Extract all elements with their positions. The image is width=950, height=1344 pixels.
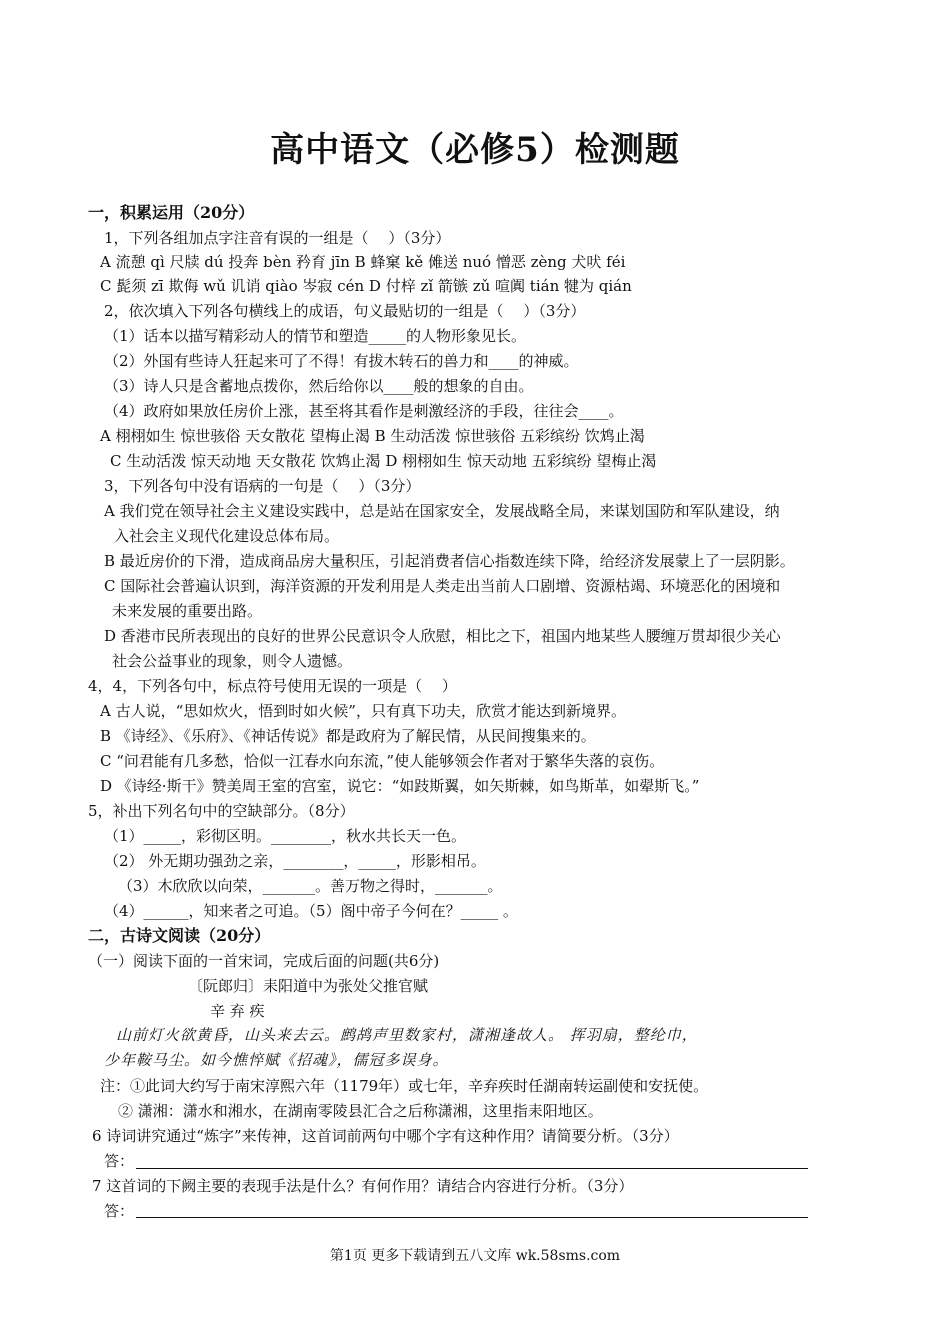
q1-options-cd: C 髭须 zī 欺侮 wǔ 讥诮 qiào 岑寂 cén D 付梓 zǐ 箭镞 zǔ 喧阗 tián 犍为 qián <box>100 277 632 295</box>
poem-note-2: ② 潇湘：潇水和湘水，在湖南零陵县汇合之后称潇湘，这里指耒阳地区。 <box>118 1102 603 1120</box>
q7-stem: 7 这首词的下阙主要的表现手法是什么？有何作用？请结合内容进行分析。（3分） <box>92 1177 634 1195</box>
page-title: 高中语文（必修5）检测题 <box>270 130 680 170</box>
q3-option-c: C 国际社会普遍认识到，海洋资源的开发利用是人类走出当前人口剧增、资源枯竭、环境恶化的困境和 <box>104 577 781 595</box>
q6-stem: 6 诗词讲究通过“炼字”来传神，这首词前两句中哪个字有这种作用？请简要分析。（3分） <box>92 1127 679 1145</box>
q5-item-4: （4）______，知来者之可追。（5）阁中帝子今何在？_____ 。 <box>104 902 518 920</box>
poem-author: 辛 弃 疾 <box>210 1002 265 1020</box>
q4-stem: 4，4，下列各句中，标点符号使用无误的一项是（ ） <box>88 677 457 695</box>
q2-options-ab: A 栩栩如生 惊世骇俗 天女散花 望梅止渴 B 生动活泼 惊世骇俗 五彩缤纷 饮鸩止渴 <box>100 427 645 445</box>
page-footer: 第1页 更多下载请到五八文库 wk.58sms.com <box>329 1248 621 1264</box>
q3-option-a: A 我们党在领导社会主义建设实践中，总是站在国家安全，发展战略全局，来谋划国防和军队建设，纳 <box>104 502 780 520</box>
q4-option-d: D 《诗经·斯干》赞美周王室的宫室，说它：“如跂斯翼，如矢斯棘，如鸟斯革，如翚斯飞。” <box>100 777 700 795</box>
q3-option-a-cont: 入社会主义现代化建设总体布局。 <box>114 527 340 545</box>
q2-sentence-1: （1）话本以描写精彩动人的情节和塑造_____的人物形象见长。 <box>104 327 527 345</box>
q5-stem: 5，补出下列名句中的空缺部分。（8分） <box>88 802 355 820</box>
q4-option-a: A 古人说，“思如炊火，悟到时如火候”，只有真下功夫，欣赏才能达到新境界。 <box>100 702 626 720</box>
section2-part1-intro: （一）阅读下面的一首宋词，完成后面的问题(共6分) <box>88 952 440 970</box>
q1-stem: 1，下列各组加点字注音有误的一组是（ ）（3分） <box>104 229 451 247</box>
q2-sentence-3: （3）诗人只是含蓄地点拨你，然后给你以____般的想象的自由。 <box>104 377 534 395</box>
q2-sentence-2: （2）外国有些诗人狂起来可了不得！有拔木转石的兽力和____的神威。 <box>104 352 579 370</box>
section2-heading: 二，古诗文阅读（20分） <box>88 926 271 945</box>
poem-line-2: 少年鞍马尘。如今憔悴赋《招魂》，儒冠多误身。 <box>104 1051 449 1069</box>
q5-item-2: （2） 外无期功强劲之亲，________，_____，形影相吊。 <box>104 852 486 870</box>
poem-title: 〔阮郎归〕耒阳道中为张处父推官赋 <box>188 977 429 995</box>
q2-options-cd: C 生动活泼 惊天动地 天女散花 饮鸩止渴 D 栩栩如生 惊天动地 五彩缤纷 望梅止渴 <box>110 452 657 470</box>
q4-option-c: C “问君能有几多愁，恰似一江春水向东流，”使人能够领会作者对于繁华失落的哀伤。 <box>100 752 665 770</box>
q4-option-b: B 《诗经》、《乐府》、《神话传说》都是政府为了解民情，从民间搜集来的。 <box>100 727 596 745</box>
poem-line-1: 山前灯火欲黄昏，山头来去云。鹧鸪声里数家村，潇湘逢故人。 挥羽扇，整纶巾， <box>116 1026 698 1044</box>
q7-answer-label: 答： <box>104 1202 135 1220</box>
q3-option-d: D 香港市民所表现出的良好的世界公民意识令人欣慰，相比之下，祖国内地某些人腰缠万贯却很少关心 <box>104 627 781 645</box>
q3-stem: 3，下列各句中没有语病的一句是（ ）（3分） <box>104 477 421 495</box>
q2-stem: 2，依次填入下列各句横线上的成语，句义最贴切的一组是（ ）（3分） <box>104 302 586 320</box>
q7-answer-line[interactable] <box>136 1217 808 1218</box>
q1-options-ab: A 流憩 qì 尺牍 dú 投奔 bèn 矜育 jīn B 蜂窠 kě 傩送 nuó 憎恶 zèng 犬吠 féi <box>100 253 626 271</box>
q5-item-1: （1）_____，彩彻区明。________，秋水共长天一色。 <box>104 827 467 845</box>
q3-option-b: B 最近房价的下滑，造成商品房大量积压，引起消费者信心指数连续下降，给经济发展蒙上了一层阴影。 <box>104 552 795 570</box>
section1-heading: 一，积累运用（20分） <box>88 203 255 222</box>
poem-note-1: 注：①此词大约写于南宋淳熙六年（1179年）或七年，辛弃疾时任湖南转运副使和安抚使。 <box>100 1077 709 1095</box>
q3-option-c-cont: 未来发展的重要出路。 <box>112 602 263 620</box>
q3-option-d-cont: 社会公益事业的现象，则令人遗憾。 <box>112 652 353 670</box>
q5-item-3: （3）木欣欣以向荣，_______。善万物之得时，_______。 <box>118 877 503 895</box>
q6-answer-label: 答： <box>104 1152 135 1170</box>
q6-answer-line[interactable] <box>136 1168 808 1169</box>
q2-sentence-4: （4）政府如果放任房价上涨，甚至将其看作是刺激经济的手段，往往会____。 <box>104 402 624 420</box>
